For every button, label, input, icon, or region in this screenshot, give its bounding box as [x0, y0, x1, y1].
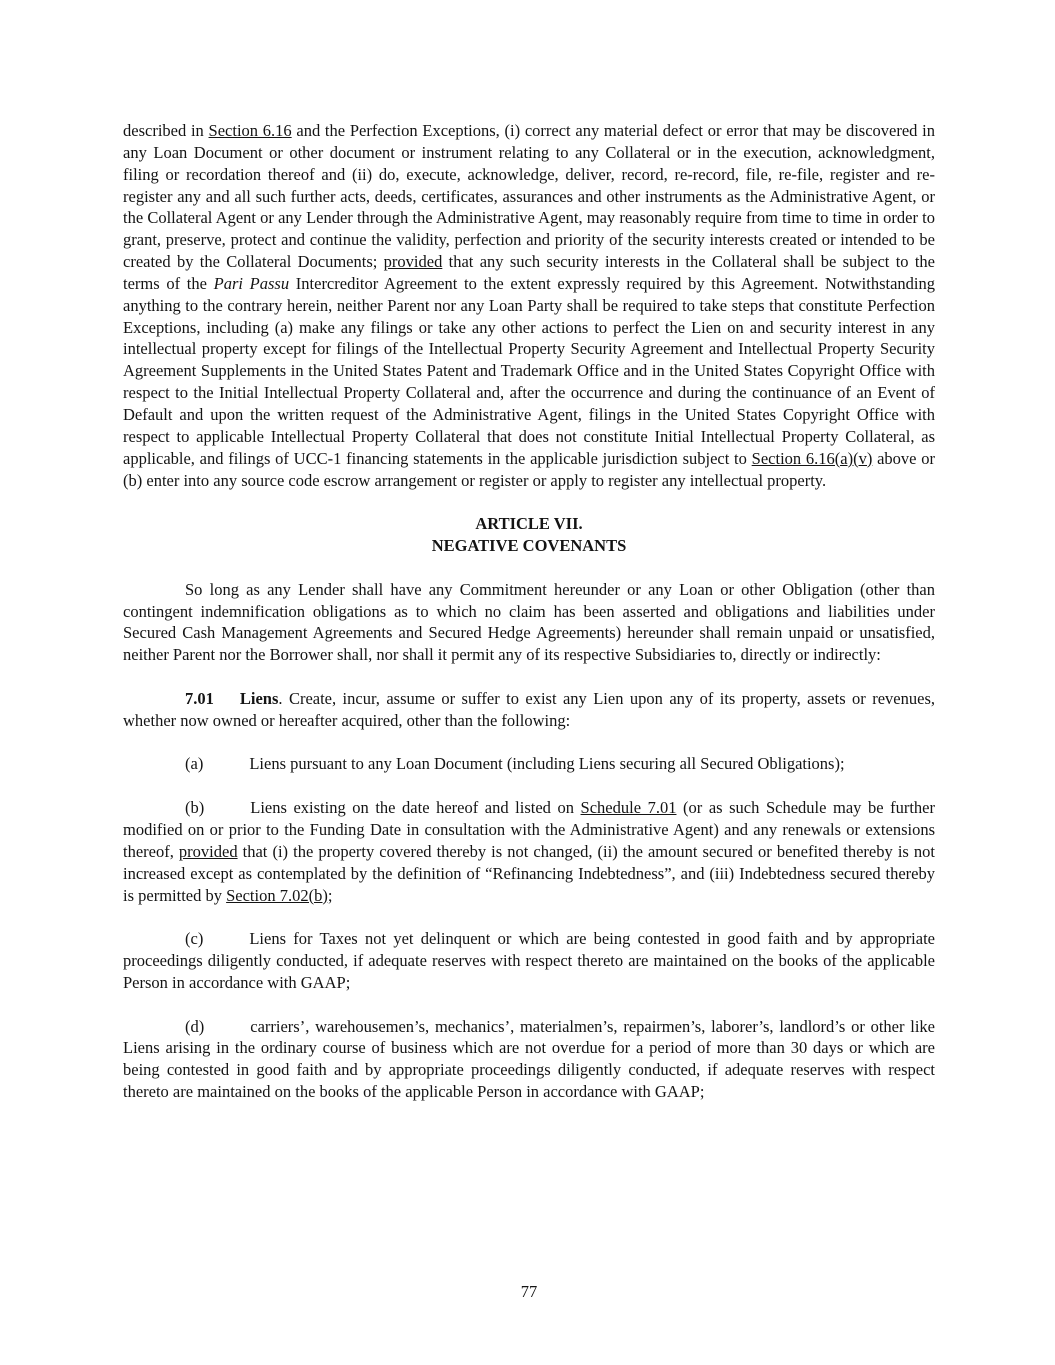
page-number: 77 — [520, 1282, 538, 1301]
paragraph-covenant-intro: So long as any Lender shall have any Commitment hereunder or any Loan or other Obligation (other than contingent indemnification obligations as to which no claim has been asserted and obligations and liabilities under Secured Cash Management Agreements and Secured Hedge Agreements) hereunder shall remain unpaid or unsatisfied, neither Parent nor the Borrower shall, nor shall it permit any of its respective Subsidiaries to, directly or indirectly: — [123, 579, 935, 665]
list-item-a: (a) Liens pursuant to any Loan Document (including Liens securing all Secured Obligations); — [185, 754, 845, 774]
page-body-text — [123, 120, 935, 1103]
list-item-d: (d) carriers’, warehousemen’s, mechanics’, materialmen’s, repairmen’s, laborer’s, landlord’s or other like Liens arising in the ordinary course of business which are not overdue for a period of more than 30 days or which are being contested in good faith and by appropriate proceedings diligently conducted, if adequate reserves with respect thereto are maintained on the books of the applicable Person in accordance with GAAP; — [123, 1016, 935, 1102]
article-title-heading: NEGATIVE COVENANTS — [431, 536, 627, 556]
list-item-b: (b) Liens existing on the date hereof and listed on Schedule 7.01 (or as such Schedule may be further modified on or prior to the Funding Date in consultation with the Administrative Agent) and any renewals or extensions thereof, provided that (i) the property covered thereby is not changed, (ii) the amount secured or benefited thereby is not increased except as contemplated by the definition of “Refinancing Indebtedness”, and (iii) Indebtedness secured thereby is permitted by Section 7.02(b); — [123, 798, 935, 905]
article-number-heading: ARTICLE VII. — [475, 514, 583, 534]
list-item-c: (c) Liens for Taxes not yet delinquent or which are being contested in good faith and by appropriate proceedings diligently conducted, if adequate reserves with respect thereto are maintained on the books of the applicable Person in accordance with GAAP; — [123, 929, 935, 992]
paragraph-collateral-perfection: described in Section 6.16 and the Perfection Exceptions, (i) correct any material defect or error that may be discovered in any Loan Document or other document or instrument relating to any Collateral or in the execution, acknowledgment, filing or recordation thereof and (ii) do, execute, acknowledge, deliver, record, re-record, file, re-file, register and re-register any and all such further acts, deeds, certificates, assurances and other instruments as the Administrative Agent, or the Collateral Agent or any Lender through the Administrative Agent, may reasonably require from time to time in order to grant, preserve, protect and continue the validity, perfection and priority of the security interests created or intended to be created by the Collateral Documents; provided that any such security interests in the Collateral shall be subject to the terms of the Pari Passu Intercreditor Agreement to the extent expressly required by this Agreement. Notwithstanding anything to the contrary herein, neither Parent nor any Loan Party shall be required to take steps that constitute Perfection Exceptions, including (a) make any filings or take any other actions to perfect the Lien on and security interest in any intellectual property except for filings of the Intellectual Property Security Agreement and Intellectual Property Security Agreement Supplements in the United States Patent and Trademark Office and in the United States Copyright Office with respect to the Initial Intellectual Property Collateral and, after the occurrence and during the continuance of an Event of Default and upon the written request of the Administrative Agent, filings in the United States Copyright Office with respect to applicable Intellectual Property Collateral that does not constitute Initial Intellectual Property Collateral, as applicable, and filings of UCC-1 financing statements in the applicable jurisdiction subject to Section 6.16(a)(v) above or (b) enter into any source code escrow arrangement or register or apply to register any intellectual property. — [123, 121, 936, 490]
article-heading-block — [123, 513, 935, 557]
section-7-01-liens-paragraph: 7.01 Liens. Create, incur, assume or suffer to exist any Lien upon any of its property, assets or revenues, whether now owned or hereafter acquired, other than the following: — [123, 688, 935, 730]
